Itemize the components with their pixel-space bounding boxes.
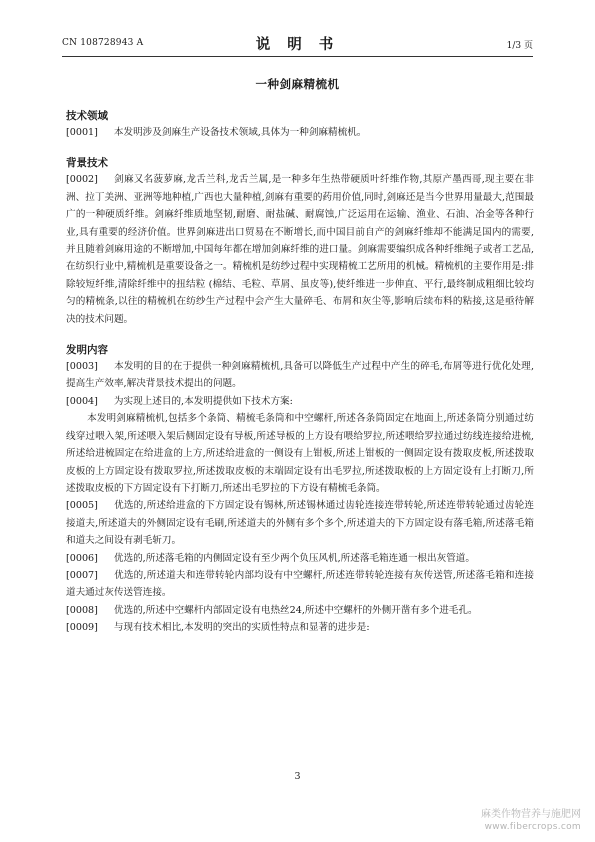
section-heading-summary: 发明内容: [66, 344, 108, 357]
watermark-url: www.fibercrops.com: [484, 822, 581, 832]
watermark: [481, 808, 581, 834]
paragraph-text: 优选的,所述道夫和连带转轮内部均设有中空螺杆,所述连带转轮连接有灰传送管,所述落毛箱和连接道夫通过灰传送管连接。: [66, 569, 534, 599]
paragraph-text: 本发明的目的在于提供一种剑麻精梳机,具备可以降低生产过程中产生的碎毛,布屑等进行优化处理,提高生产效率,解决背景技术提出的问题。: [66, 361, 534, 390]
paragraph-0004: [66, 393, 534, 410]
paragraph-text: 优选的,所述落毛箱的内侧固定设有至少两个负压风机,所述落毛箱连通一根出灰管道。: [113, 552, 475, 564]
paragraph-number: [0008]: [66, 604, 98, 616]
paragraph-text: 剑麻又名菠萝麻,龙舌兰科,龙舌兰属,是一种多年生热带硬质叶纤维作物,其原产墨西哥,现主要在非洲、拉丁美洲、亚洲等地种植,广西也大量种植,剑麻有重要的药用价值,同时,剑麻还是当今世界用量最大,范围最广的一种硬质纤维。剑麻纤维质地坚韧,耐磨、耐盐碱、耐腐蚀,广泛运用在运输、渔业、石油、冶金等各种行业,具有重要的经济价值。世界剑麻进出口贸易在不断增长,而中国目前自产的剑麻纤维却不能满足国内的需要,并且随着剑麻用途的不断增加,中国每年都在增加剑麻纤维的进口量。剑麻需要编织成各种纤维绳子或者工艺品,在纺织行业中,精梳机是重要设备之一。精梳机是纺纱过程中实现精梳工艺所用的机械。精梳机的主要作用是:排除较短纤维,清除纤维中的扭结粒 (棉结、毛粒、草屑、虽皮等),使纤维进一步伸直、平行,最终制成粗细比较均匀的精梳条,以往的精梳机在纺纱生产过程中会产生大量碎毛、布屑和灰尘等,影响后续布料的粘接,这是亟待解决的技术问题。: [66, 174, 534, 325]
paragraph-0001: [66, 124, 534, 141]
paragraph-number: [0002]: [66, 174, 98, 186]
patent-number: CN 108728943 A: [62, 38, 144, 48]
paragraph-number: [0004]: [66, 395, 98, 407]
paragraph-0003: [66, 358, 534, 393]
paragraph-0007: [66, 567, 534, 602]
paragraph-text: 为实现上述目的,本发明提供如下技术方案:: [113, 395, 293, 407]
paragraph-text: 本发明涉及剑麻生产设备技术领域,具体为一种剑麻精梳机。: [113, 127, 367, 138]
paragraph-0009: [66, 619, 534, 636]
page-number: 3: [294, 771, 301, 782]
paragraph-unnumbered: [66, 410, 534, 497]
paragraph-number: [0009]: [66, 622, 98, 634]
paragraph-0002: [66, 171, 534, 328]
paragraph-0008: [66, 602, 534, 619]
section-heading-technical-field: 技术领域: [66, 110, 108, 122]
document-type: 说 明 书: [255, 36, 340, 53]
watermark-site-name: 麻类作物营养与施肥网: [481, 809, 581, 820]
paragraph-number: [0001]: [66, 127, 98, 138]
page-info: 1/3 页: [506, 41, 533, 51]
document-body: [66, 108, 534, 637]
paragraph-text: 与现有技术相比,本发明的突出的实质性特点和显著的进步是:: [113, 622, 370, 634]
paragraph-number: [0007]: [66, 569, 98, 581]
section-heading-background: 背景技术: [66, 157, 108, 170]
paragraph-text: 优选的,所述给进盒的下方固定设有锡林,所述锡林通过齿轮连接连带转轮,所述连带转轮通过齿轮连接道夫,所述道夫的外侧固定设有毛刷,所述道夫的外侧有多个多个,所述道夫的下方固定设有落毛箱,所述落毛箱和道夫之间设有剥毛斩刀。: [66, 500, 534, 547]
paragraph-text: 本发明剑麻精梳机,包括多个条筒、精梳毛条筒和中空螺杆,所述各条筒固定在地面上,所述条筒分别通过纺线穿过喂入架,所述喂入架后侧固定设有导板,所述导板的上方设有喂给罗拉,所述喂给罗拉通过纺线连接给进梳,所述给进梳固定在给进盒的上方,所述给进盒的一侧设有上钳板,所述上钳板的一侧固定设有拨取皮板,所述拨取皮板的上方固定设有拨取罗拉,所述拨取皮板的末端固定设有出毛罗拉,所述拨取板的上方固定设有上打断刀,所述拨取皮板的下方固定设有下打断刀,所述出毛罗拉的下方设有精梳毛条筒。: [66, 413, 534, 494]
paragraph-0006: [66, 550, 534, 567]
paragraph-0005: [66, 497, 534, 549]
paragraph-text: 优选的,所述中空螺杆内部固定设有电热丝24,所述中空螺杆的外侧开凿有多个进毛孔。: [113, 604, 478, 616]
page-header: [62, 34, 533, 57]
paragraph-number: [0005]: [66, 500, 98, 512]
document-title: 一种剑麻精梳机: [255, 77, 340, 91]
paragraph-number: [0006]: [66, 552, 98, 564]
paragraph-number: [0003]: [66, 361, 98, 373]
